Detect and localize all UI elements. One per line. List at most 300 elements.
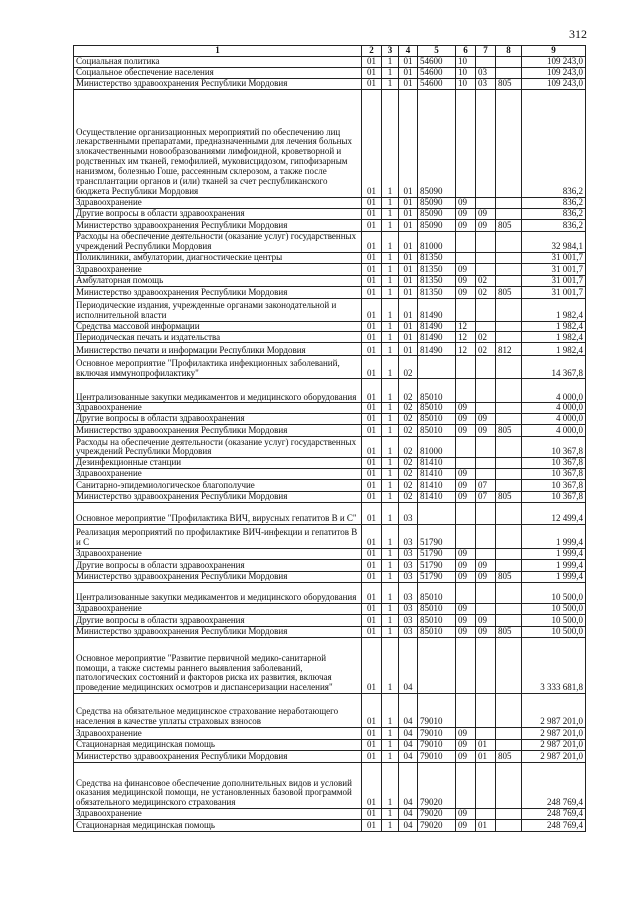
- code-6-cell: 09: [456, 560, 476, 572]
- code-8-cell: 805: [496, 425, 522, 437]
- code-6-cell: 10: [456, 57, 476, 68]
- code-6-cell: [456, 231, 476, 252]
- code-6-cell: 09: [456, 809, 476, 820]
- code-2-cell: 01: [362, 403, 382, 414]
- code-2-cell: 01: [362, 414, 382, 425]
- amount-cell: 31 001,7: [522, 286, 586, 298]
- table-row: [74, 437, 586, 458]
- code-6-cell: 10: [456, 67, 476, 78]
- amount-cell: 248 769,4: [522, 809, 586, 820]
- code-4-cell: 02: [399, 492, 418, 503]
- amount-cell: 10 500,0: [522, 615, 586, 627]
- code-5-cell: 81490: [418, 332, 456, 343]
- table-row: [74, 549, 586, 560]
- code-3-cell: 1: [382, 549, 399, 560]
- code-7-cell: [476, 437, 496, 458]
- row-name-cell: Другие вопросы в области здравоохранения: [74, 560, 362, 572]
- code-5-cell: 85010: [418, 604, 456, 615]
- code-3-cell: 1: [382, 414, 399, 425]
- code-2-cell: 01: [362, 321, 382, 332]
- code-5-cell: 81350: [418, 263, 456, 275]
- code-5-cell: 79010: [418, 740, 456, 751]
- code-6-cell: [456, 458, 476, 469]
- header-col-7: 7: [476, 46, 496, 57]
- table-row: [74, 252, 586, 263]
- code-7-cell: [476, 298, 496, 321]
- code-4-cell: 04: [399, 728, 418, 740]
- row-name-cell: Здравоохранение: [74, 469, 362, 480]
- amount-cell: 2 987 201,0: [522, 728, 586, 740]
- row-name-cell: Поликлиники, амбулатории, диагностические центры: [74, 252, 362, 263]
- amount-cell: 1 999,4: [522, 572, 586, 583]
- code-5-cell: 85010: [418, 403, 456, 414]
- code-5-cell: 81490: [418, 321, 456, 332]
- amount-cell: 14 367,8: [522, 356, 586, 379]
- amount-cell: 10 367,8: [522, 480, 586, 492]
- code-8-cell: [496, 809, 522, 820]
- header-col-5: 5: [418, 46, 456, 57]
- code-2-cell: 01: [362, 197, 382, 208]
- code-4-cell: 03: [399, 503, 418, 525]
- code-4-cell: 04: [399, 751, 418, 763]
- table-row: [74, 820, 586, 832]
- table-row: [74, 809, 586, 820]
- header-col-4: 4: [399, 46, 418, 57]
- amount-cell: 109 243,0: [522, 78, 586, 89]
- code-2-cell: 01: [362, 231, 382, 252]
- page-number: 312: [569, 27, 587, 41]
- amount-cell: 3 333 681,8: [522, 638, 586, 694]
- code-7-cell: [476, 604, 496, 615]
- amount-cell: 12 499,4: [522, 503, 586, 525]
- code-7-cell: [476, 809, 496, 820]
- code-8-cell: [496, 763, 522, 809]
- code-3-cell: 1: [382, 480, 399, 492]
- code-4-cell: 04: [399, 763, 418, 809]
- code-7-cell: [476, 231, 496, 252]
- code-2-cell: 01: [362, 503, 382, 525]
- code-4-cell: 02: [399, 403, 418, 414]
- code-8-cell: [496, 469, 522, 480]
- code-5-cell: 81410: [418, 458, 456, 469]
- code-5-cell: 79010: [418, 751, 456, 763]
- code-4-cell: 01: [399, 219, 418, 231]
- code-4-cell: 03: [399, 604, 418, 615]
- code-2-cell: 01: [362, 560, 382, 572]
- table-row: [74, 343, 586, 356]
- row-name-cell: Централизованные закупки медикаментов и медицинского оборудования: [74, 379, 362, 403]
- code-2-cell: 01: [362, 286, 382, 298]
- code-6-cell: 09: [456, 403, 476, 414]
- code-2-cell: 01: [362, 740, 382, 751]
- code-4-cell: 04: [399, 809, 418, 820]
- code-7-cell: 01: [476, 751, 496, 763]
- code-3-cell: 1: [382, 252, 399, 263]
- code-4-cell: 03: [399, 549, 418, 560]
- code-8-cell: [496, 525, 522, 549]
- code-4-cell: 02: [399, 414, 418, 425]
- code-8-cell: [496, 356, 522, 379]
- code-8-cell: [496, 820, 522, 832]
- code-5-cell: [418, 638, 456, 694]
- code-2-cell: 01: [362, 252, 382, 263]
- row-name-cell: Основное мероприятие "Профилактика ВИЧ, вирусных гепатитов В и С": [74, 503, 362, 525]
- row-name-cell: Социальное обеспечение населения: [74, 67, 362, 78]
- table-row: [74, 751, 586, 763]
- code-5-cell: 85090: [418, 197, 456, 208]
- amount-cell: 10 367,8: [522, 469, 586, 480]
- table-row: [74, 89, 586, 197]
- code-8-cell: [496, 275, 522, 286]
- code-7-cell: 09: [476, 572, 496, 583]
- header-col-2: 2: [362, 46, 382, 57]
- code-6-cell: 09: [456, 627, 476, 638]
- code-5-cell: 79020: [418, 763, 456, 809]
- row-name-cell: Амбулаторная помощь: [74, 275, 362, 286]
- code-2-cell: 01: [362, 67, 382, 78]
- row-name-cell: Социальная политика: [74, 57, 362, 68]
- row-name-cell: Здравоохранение: [74, 197, 362, 208]
- amount-cell: 248 769,4: [522, 820, 586, 832]
- code-6-cell: [456, 437, 476, 458]
- code-3-cell: 1: [382, 403, 399, 414]
- code-5-cell: [418, 356, 456, 379]
- code-6-cell: [456, 525, 476, 549]
- code-5-cell: 51790: [418, 572, 456, 583]
- row-name-cell: Министерство печати и информации Республики Мордовия: [74, 343, 362, 356]
- code-3-cell: 1: [382, 425, 399, 437]
- amount-cell: 1 982,4: [522, 332, 586, 343]
- code-2-cell: 01: [362, 583, 382, 604]
- row-name-cell: Министерство здравоохранения Республики Мордовия: [74, 286, 362, 298]
- row-name-cell: Министерство здравоохранения Республики Мордовия: [74, 492, 362, 503]
- code-6-cell: 09: [456, 549, 476, 560]
- code-3-cell: 1: [382, 627, 399, 638]
- code-4-cell: 01: [399, 332, 418, 343]
- code-6-cell: 09: [456, 492, 476, 503]
- code-2-cell: 01: [362, 437, 382, 458]
- code-8-cell: [496, 583, 522, 604]
- code-3-cell: 1: [382, 751, 399, 763]
- row-name-cell: Министерство здравоохранения Республики Мордовия: [74, 751, 362, 763]
- amount-cell: 10 367,8: [522, 437, 586, 458]
- code-3-cell: 1: [382, 615, 399, 627]
- row-name-cell: Стационарная медицинская помощь: [74, 820, 362, 832]
- code-5-cell: 51790: [418, 549, 456, 560]
- code-3-cell: 1: [382, 560, 399, 572]
- code-2-cell: 01: [362, 820, 382, 832]
- code-6-cell: 12: [456, 332, 476, 343]
- code-5-cell: 81350: [418, 286, 456, 298]
- code-6-cell: 09: [456, 275, 476, 286]
- row-name-cell: Периодические издания, учрежденные органами законодательной и исполнительной власти: [74, 298, 362, 321]
- code-4-cell: 04: [399, 820, 418, 832]
- table-row: [74, 694, 586, 728]
- code-5-cell: 54600: [418, 78, 456, 89]
- code-2-cell: 01: [362, 78, 382, 89]
- code-3-cell: 1: [382, 231, 399, 252]
- code-3-cell: 1: [382, 728, 399, 740]
- table-body: [74, 57, 586, 832]
- code-6-cell: 09: [456, 751, 476, 763]
- code-2-cell: 01: [362, 89, 382, 197]
- code-2-cell: 01: [362, 57, 382, 68]
- row-name-cell: Средства на обязательное медицинское страхование неработающего населения в качестве уплаты страховых взносов: [74, 694, 362, 728]
- code-4-cell: 02: [399, 356, 418, 379]
- header-col-6: 6: [456, 46, 476, 57]
- row-name-cell: Здравоохранение: [74, 263, 362, 275]
- table-row: [74, 197, 586, 208]
- code-7-cell: [476, 197, 496, 208]
- code-5-cell: 85010: [418, 425, 456, 437]
- code-8-cell: [496, 332, 522, 343]
- table-row: [74, 560, 586, 572]
- table-row: [74, 332, 586, 343]
- code-7-cell: [476, 321, 496, 332]
- code-3-cell: 1: [382, 78, 399, 89]
- code-3-cell: 1: [382, 583, 399, 604]
- code-7-cell: [476, 728, 496, 740]
- code-2-cell: 01: [362, 615, 382, 627]
- table-row: [74, 615, 586, 627]
- code-8-cell: [496, 89, 522, 197]
- table-row: [74, 425, 586, 437]
- code-3-cell: 1: [382, 263, 399, 275]
- amount-cell: 4 000,0: [522, 379, 586, 403]
- code-6-cell: 12: [456, 321, 476, 332]
- code-4-cell: 03: [399, 525, 418, 549]
- code-8-cell: [496, 57, 522, 68]
- code-4-cell: 01: [399, 298, 418, 321]
- row-name-cell: Другие вопросы в области здравоохранения: [74, 208, 362, 219]
- code-8-cell: [496, 740, 522, 751]
- table-row: [74, 379, 586, 403]
- code-2-cell: 01: [362, 275, 382, 286]
- code-2-cell: 01: [362, 694, 382, 728]
- code-4-cell: 04: [399, 740, 418, 751]
- code-3-cell: 1: [382, 437, 399, 458]
- code-8-cell: 812: [496, 343, 522, 356]
- table-row: [74, 356, 586, 379]
- code-8-cell: 805: [496, 627, 522, 638]
- row-name-cell: Здравоохранение: [74, 728, 362, 740]
- code-6-cell: [456, 583, 476, 604]
- code-4-cell: 01: [399, 286, 418, 298]
- code-7-cell: [476, 57, 496, 68]
- code-8-cell: [496, 197, 522, 208]
- row-name-cell: Министерство здравоохранения Республики Мордовия: [74, 219, 362, 231]
- amount-cell: 10 500,0: [522, 583, 586, 604]
- code-8-cell: [496, 298, 522, 321]
- code-8-cell: [496, 694, 522, 728]
- code-5-cell: 79010: [418, 728, 456, 740]
- code-8-cell: [496, 728, 522, 740]
- code-6-cell: 09: [456, 219, 476, 231]
- code-2-cell: 01: [362, 638, 382, 694]
- table-row: [74, 604, 586, 615]
- amount-cell: 1 999,4: [522, 525, 586, 549]
- code-7-cell: [476, 503, 496, 525]
- code-5-cell: [418, 503, 456, 525]
- amount-cell: 2 987 201,0: [522, 694, 586, 728]
- code-3-cell: 1: [382, 820, 399, 832]
- code-4-cell: 03: [399, 560, 418, 572]
- code-4-cell: 03: [399, 572, 418, 583]
- row-name-cell: Дезинфекционные станции: [74, 458, 362, 469]
- code-6-cell: 09: [456, 480, 476, 492]
- code-3-cell: 1: [382, 67, 399, 78]
- code-5-cell: 81410: [418, 480, 456, 492]
- code-4-cell: 02: [399, 425, 418, 437]
- code-7-cell: [476, 469, 496, 480]
- code-2-cell: 01: [362, 425, 382, 437]
- amount-cell: 2 987 201,0: [522, 740, 586, 751]
- code-2-cell: 01: [362, 208, 382, 219]
- row-name-cell: Осуществление организационных мероприятий по обеспечению лиц лекарственными препаратами, предназначенными для лечения больных злокачественными новообразованиями лимфоидной, кроветворной и родственных им тканей, гемофилией, муковисцидозом, гипофизарным нанизмом, болезнью Гоше, рассеянным склерозом, а также после трансплантации органов и (или) тканей за счет республиканского бюджета Республики Мордовия: [74, 89, 362, 197]
- code-5-cell: 79020: [418, 820, 456, 832]
- code-7-cell: 03: [476, 78, 496, 89]
- amount-cell: 4 000,0: [522, 425, 586, 437]
- code-4-cell: 01: [399, 231, 418, 252]
- table-row: [74, 492, 586, 503]
- code-6-cell: [456, 694, 476, 728]
- code-7-cell: [476, 263, 496, 275]
- code-4-cell: 03: [399, 627, 418, 638]
- code-8-cell: [496, 458, 522, 469]
- amount-cell: 836,2: [522, 197, 586, 208]
- code-5-cell: 85090: [418, 89, 456, 197]
- code-5-cell: 81000: [418, 437, 456, 458]
- amount-cell: 31 001,7: [522, 252, 586, 263]
- row-name-cell: Периодическая печать и издательства: [74, 332, 362, 343]
- code-5-cell: 81350: [418, 275, 456, 286]
- code-3-cell: 1: [382, 343, 399, 356]
- code-7-cell: 09: [476, 208, 496, 219]
- amount-cell: 10 500,0: [522, 604, 586, 615]
- code-7-cell: 02: [476, 286, 496, 298]
- code-3-cell: 1: [382, 298, 399, 321]
- table-row: [74, 286, 586, 298]
- code-4-cell: 01: [399, 321, 418, 332]
- code-2-cell: 01: [362, 480, 382, 492]
- code-5-cell: 81350: [418, 252, 456, 263]
- amount-cell: 1 982,4: [522, 298, 586, 321]
- code-4-cell: 01: [399, 89, 418, 197]
- code-4-cell: 04: [399, 638, 418, 694]
- row-name-cell: Санитарно-эпидемиологическое благополучие: [74, 480, 362, 492]
- code-6-cell: 09: [456, 286, 476, 298]
- amount-cell: 1 999,4: [522, 560, 586, 572]
- table-row: [74, 208, 586, 219]
- amount-cell: 1 982,4: [522, 343, 586, 356]
- row-name-cell: Основное мероприятие "Профилактика инфекционных заболеваний, включая иммунопрофилактику": [74, 356, 362, 379]
- code-4-cell: 03: [399, 583, 418, 604]
- code-7-cell: [476, 379, 496, 403]
- code-8-cell: [496, 263, 522, 275]
- code-3-cell: 1: [382, 219, 399, 231]
- row-name-cell: Министерство здравоохранения Республики Мордовия: [74, 627, 362, 638]
- code-3-cell: 1: [382, 286, 399, 298]
- code-3-cell: 1: [382, 763, 399, 809]
- code-6-cell: [456, 503, 476, 525]
- table-row: [74, 403, 586, 414]
- code-3-cell: 1: [382, 332, 399, 343]
- code-4-cell: 01: [399, 78, 418, 89]
- code-3-cell: 1: [382, 604, 399, 615]
- code-7-cell: 09: [476, 219, 496, 231]
- code-8-cell: [496, 379, 522, 403]
- code-6-cell: [456, 89, 476, 197]
- amount-cell: 31 001,7: [522, 275, 586, 286]
- table-row: [74, 503, 586, 525]
- code-8-cell: [496, 549, 522, 560]
- row-name-cell: Другие вопросы в области здравоохранения: [74, 615, 362, 627]
- code-4-cell: 01: [399, 197, 418, 208]
- code-3-cell: 1: [382, 809, 399, 820]
- code-5-cell: 79020: [418, 809, 456, 820]
- code-5-cell: 85010: [418, 615, 456, 627]
- code-5-cell: 54600: [418, 67, 456, 78]
- row-name-cell: Расходы на обеспечение деятельности (оказание услуг) государственных учреждений Республики Мордовия: [74, 437, 362, 458]
- code-8-cell: 805: [496, 492, 522, 503]
- code-8-cell: 805: [496, 78, 522, 89]
- row-name-cell: Здравоохранение: [74, 604, 362, 615]
- header-col-9: 9: [522, 46, 586, 57]
- code-7-cell: [476, 403, 496, 414]
- code-3-cell: 1: [382, 740, 399, 751]
- code-5-cell: 81410: [418, 469, 456, 480]
- code-3-cell: 1: [382, 458, 399, 469]
- header-col-3: 3: [382, 46, 399, 57]
- row-name-cell: Здравоохранение: [74, 403, 362, 414]
- code-8-cell: 805: [496, 219, 522, 231]
- code-3-cell: 1: [382, 572, 399, 583]
- row-name-cell: Расходы на обеспечение деятельности (оказание услуг) государственных учреждений Республики Мордовия: [74, 231, 362, 252]
- code-2-cell: 01: [362, 627, 382, 638]
- code-3-cell: 1: [382, 379, 399, 403]
- code-5-cell: 81410: [418, 492, 456, 503]
- code-7-cell: 01: [476, 820, 496, 832]
- code-3-cell: 1: [382, 275, 399, 286]
- code-7-cell: 07: [476, 492, 496, 503]
- header-col-1: 1: [74, 46, 362, 57]
- code-7-cell: 09: [476, 560, 496, 572]
- code-6-cell: [456, 252, 476, 263]
- code-2-cell: 01: [362, 332, 382, 343]
- code-5-cell: 85010: [418, 414, 456, 425]
- table-row: [74, 298, 586, 321]
- code-7-cell: 09: [476, 425, 496, 437]
- row-name-cell: Здравоохранение: [74, 549, 362, 560]
- code-8-cell: [496, 604, 522, 615]
- code-6-cell: [456, 638, 476, 694]
- code-6-cell: 09: [456, 425, 476, 437]
- code-3-cell: 1: [382, 57, 399, 68]
- code-5-cell: 85010: [418, 379, 456, 403]
- code-8-cell: 805: [496, 751, 522, 763]
- code-4-cell: 01: [399, 67, 418, 78]
- table-row: [74, 458, 586, 469]
- code-7-cell: [476, 638, 496, 694]
- code-5-cell: 81490: [418, 298, 456, 321]
- code-5-cell: 81000: [418, 231, 456, 252]
- code-2-cell: 01: [362, 492, 382, 503]
- amount-cell: 10 367,8: [522, 492, 586, 503]
- row-name-cell: Здравоохранение: [74, 809, 362, 820]
- table-row: [74, 740, 586, 751]
- code-8-cell: [496, 615, 522, 627]
- code-8-cell: [496, 231, 522, 252]
